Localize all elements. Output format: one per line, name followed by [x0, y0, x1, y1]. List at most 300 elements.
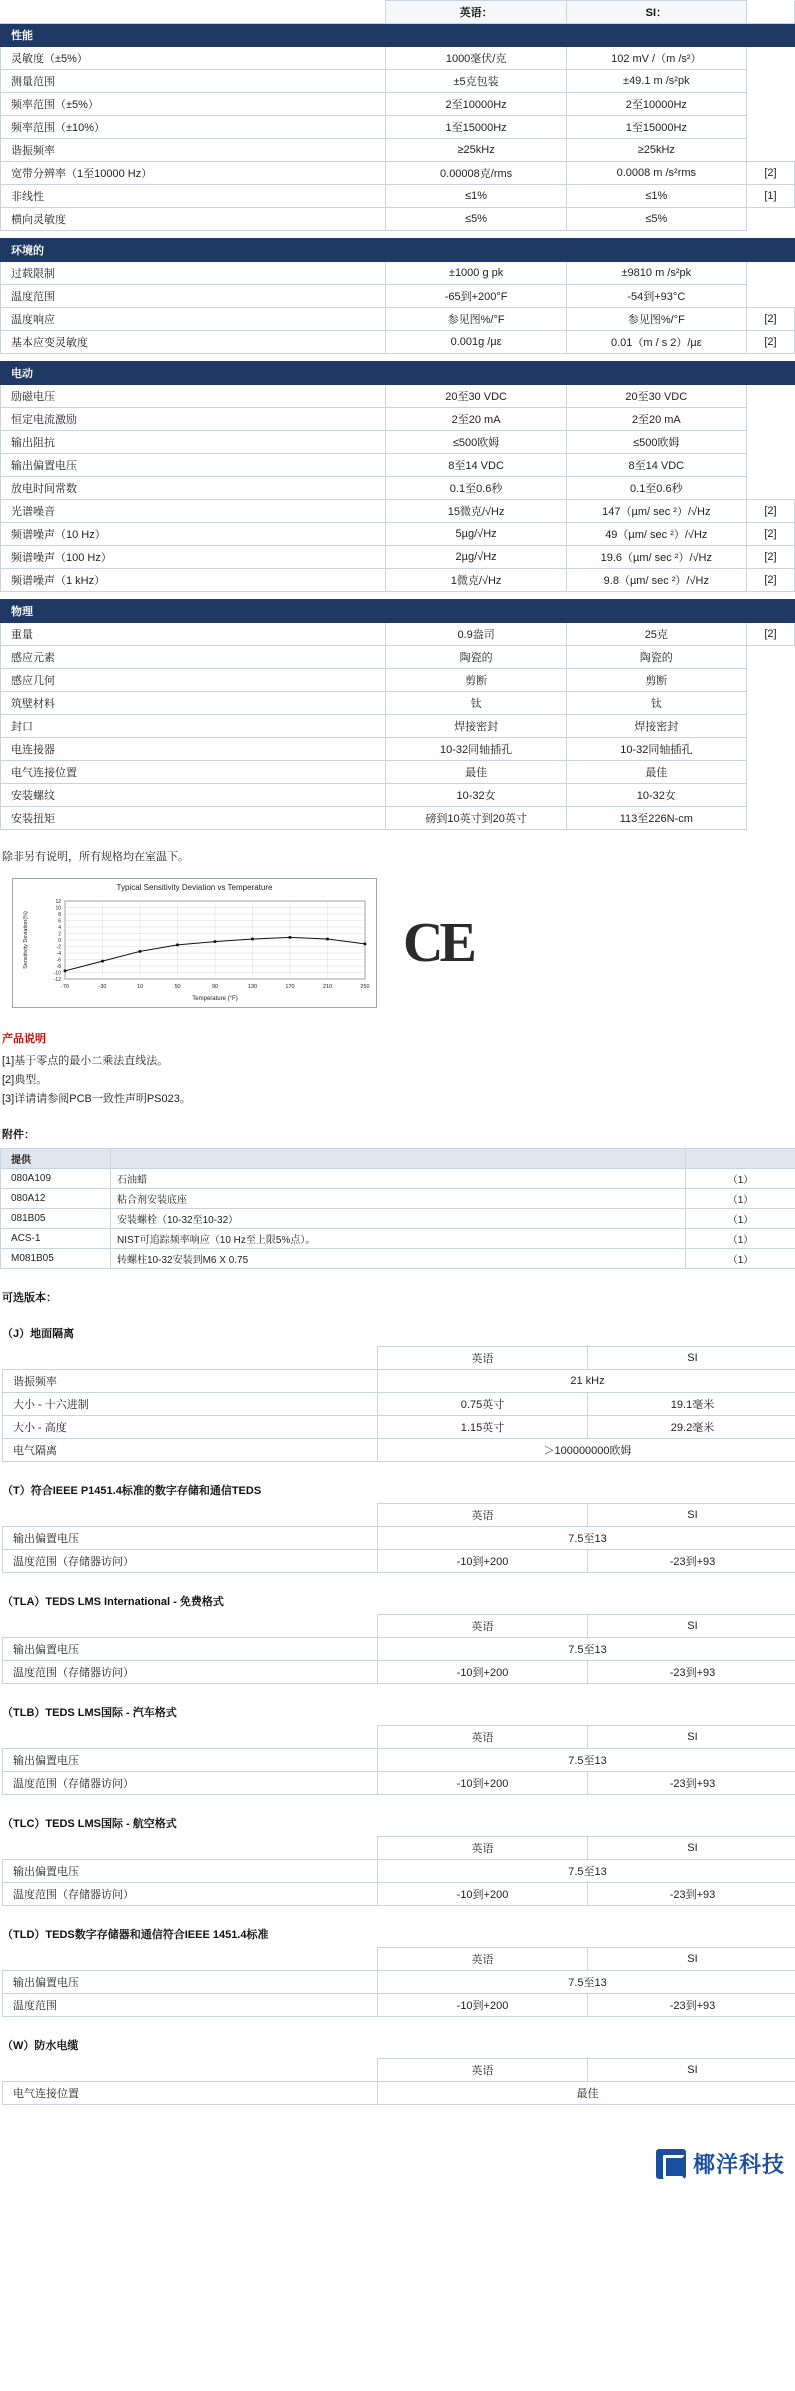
spec-note-ref: [2]	[746, 308, 794, 331]
spec-english-value: 20至30 VDC	[386, 385, 566, 408]
spec-si-value: 2至10000Hz	[566, 93, 746, 116]
spec-label: 恒定电流激励	[1, 408, 386, 431]
spec-note-ref	[746, 139, 794, 162]
table-row	[3, 1527, 795, 1550]
option-row-english: -10到+200	[378, 1550, 588, 1573]
section-title: 电动	[1, 362, 795, 385]
table-row	[3, 1416, 795, 1439]
spec-note-ref	[746, 262, 794, 285]
option-header-english: 英语	[378, 1837, 588, 1860]
option-row-value-merged: 21 kHz	[378, 1370, 795, 1393]
spec-note-ref: [2]	[746, 623, 794, 646]
table-row	[1, 477, 795, 500]
spec-note-ref	[746, 454, 794, 477]
option-title: （J）地面隔离	[2, 1328, 75, 1340]
option-row-si: -23到+93	[588, 1550, 795, 1573]
svg-text:Temperature (°F): Temperature (°F)	[192, 996, 238, 1002]
product-note-item: [3]详请请参阅PCB一致性声明PS023。	[2, 1093, 191, 1105]
option-row-value-merged: 7.5至13	[378, 1860, 795, 1883]
spec-note-ref: [2]	[746, 331, 794, 354]
option-header-english: 英语	[378, 1948, 588, 1971]
option-header-label	[3, 1837, 378, 1860]
option-title: （TLD）TEDS数字存储器和通信符合IEEE 1451.4标准	[2, 1929, 269, 1941]
option-table	[2, 1346, 795, 1462]
brand-logo	[656, 2148, 785, 2179]
table-row	[3, 1661, 795, 1684]
spec-note-ref	[746, 70, 794, 93]
spec-si-value: 8至14 VDC	[566, 454, 746, 477]
accessories-title: 附件：	[2, 1129, 35, 1141]
spec-label: 励磁电压	[1, 385, 386, 408]
svg-text:12: 12	[55, 899, 61, 905]
section-header-row	[1, 239, 795, 262]
option-header-label	[3, 1347, 378, 1370]
spec-label: 宽带分辨率（1至10000 Hz）	[1, 162, 386, 185]
svg-text:10: 10	[55, 905, 61, 912]
option-row-english: -10到+200	[378, 1883, 588, 1906]
svg-text:-2: -2	[56, 944, 61, 951]
spec-label: 感应元素	[1, 646, 386, 669]
option-row-si: -23到+93	[588, 1994, 795, 2017]
spacer-cell	[1, 354, 795, 362]
spec-english-value: 10-32同轴插孔	[386, 738, 566, 761]
option-row-value-merged: 7.5至13	[378, 1527, 795, 1550]
svg-text:-70: -70	[61, 984, 69, 990]
table-row	[1, 331, 795, 354]
accessories-header-row	[1, 1149, 795, 1169]
option-row-label: 电气连接位置	[3, 2082, 378, 2105]
table-row	[3, 1638, 795, 1661]
accessory-model: ACS-1	[1, 1229, 111, 1249]
spec-english-value: 焊接密封	[386, 715, 566, 738]
spec-note-ref	[746, 431, 794, 454]
spec-english-value: 0.001g /µε	[386, 331, 566, 354]
spec-note-ref	[746, 692, 794, 715]
spec-label: 筑壁材料	[1, 692, 386, 715]
spec-label: 频谱噪声（100 Hz）	[1, 546, 386, 569]
table-row	[1, 807, 795, 830]
spec-note-ref	[746, 646, 794, 669]
spec-label: 温度范围	[1, 285, 386, 308]
spec-label: 基本应变灵敏度	[1, 331, 386, 354]
spec-note-ref	[746, 807, 794, 830]
option-header-english: 英语	[378, 1726, 588, 1749]
spec-label: 放电时间常数	[1, 477, 386, 500]
option-header-row	[3, 1948, 795, 1971]
option-row-label: 大小 - 十六进制	[3, 1393, 378, 1416]
spec-english-value: 0.1至0.6秒	[386, 477, 566, 500]
option-header-label	[3, 1726, 378, 1749]
option-header-label	[3, 1504, 378, 1527]
table-row	[1, 408, 795, 431]
option-row-si: -23到+93	[588, 1661, 795, 1684]
accessory-description: 安装螺栓（10-32至10-32）	[111, 1209, 686, 1229]
table-row	[1, 70, 795, 93]
option-header-row	[3, 2059, 795, 2082]
specification-table	[0, 0, 795, 830]
product-note-item: [1]基于零点的最小二乘法直线法。	[2, 1055, 169, 1067]
spec-si-value: 147（µm/ sec ²）/√Hz	[566, 500, 746, 523]
svg-text:-30: -30	[98, 984, 107, 990]
spec-note-ref	[746, 116, 794, 139]
spec-label: 频率范围（±10%）	[1, 116, 386, 139]
spec-si-value: ≤1%	[566, 185, 746, 208]
table-row	[1, 523, 795, 546]
spec-si-value: 10-32同轴插孔	[566, 738, 746, 761]
svg-text:130: 130	[247, 984, 258, 990]
option-row-value-merged: ＞100000000欧姆	[378, 1439, 795, 1462]
figure-row	[0, 878, 795, 1008]
spec-english-value: ≤5%	[386, 208, 566, 231]
spec-label: 安装扭矩	[1, 807, 386, 830]
svg-text:90: 90	[211, 984, 219, 990]
svg-text:-4: -4	[56, 951, 61, 957]
spec-note-ref	[746, 738, 794, 761]
option-row-label: 温度范围（存储器访问）	[3, 1661, 378, 1684]
spec-note-ref	[746, 385, 794, 408]
accessory-model: M081B05	[1, 1249, 111, 1269]
header-label-cell	[1, 1, 386, 24]
spec-label: 频谱噪声（10 Hz）	[1, 523, 386, 546]
spec-english-value: ±1000 g pk	[386, 262, 566, 285]
table-row	[3, 1971, 795, 1994]
accessory-model: 080A109	[1, 1169, 111, 1189]
spec-english-value: 磅到10英寸到20英寸	[386, 807, 566, 830]
page-footer	[0, 2131, 795, 2183]
option-header-row	[3, 1504, 795, 1527]
spec-english-value: 0.00008克/rms	[386, 162, 566, 185]
svg-text:210: 210	[322, 984, 333, 990]
option-title: （W）防水电缆	[2, 2040, 79, 2052]
option-header-label	[3, 1615, 378, 1638]
option-row-label: 输出偏置电压	[3, 1971, 378, 1994]
spec-si-value: 19.6（µm/ sec ²）/√Hz	[566, 546, 746, 569]
spec-english-value: 5µg/√Hz	[386, 523, 566, 546]
spec-english-value: 钛	[386, 692, 566, 715]
table-row	[1, 208, 795, 231]
spec-english-value: -65到+200°F	[386, 285, 566, 308]
spacer-cell	[1, 592, 795, 600]
option-row-label: 大小 - 高度	[3, 1416, 378, 1439]
accessory-quantity: （1）	[686, 1209, 795, 1229]
spec-si-value: 0.0008 m /s²rms	[566, 162, 746, 185]
table-row	[1, 546, 795, 569]
spec-note-ref: [2]	[746, 569, 794, 592]
accessory-model: 080A12	[1, 1189, 111, 1209]
option-header-label	[3, 2059, 378, 2082]
option-row-si: -23到+93	[588, 1883, 795, 1906]
option-row-label: 输出偏置电压	[3, 1527, 378, 1550]
accessory-quantity: （1）	[686, 1229, 795, 1249]
option-header-english: 英语	[378, 1347, 588, 1370]
spec-si-value: ≤500欧姆	[566, 431, 746, 454]
accessories-header-desc	[111, 1149, 686, 1169]
accessory-quantity: （1）	[686, 1249, 795, 1269]
spec-si-value: 49（µm/ sec ²）/√Hz	[566, 523, 746, 546]
svg-text:8: 8	[58, 912, 61, 918]
table-row	[1, 431, 795, 454]
accessories-header-model: 提供	[1, 1149, 111, 1169]
spec-si-value: 最佳	[566, 761, 746, 784]
option-header-si: SI	[588, 2059, 795, 2082]
spec-label: 光谱噪音	[1, 500, 386, 523]
table-row	[1, 669, 795, 692]
table-row	[1, 139, 795, 162]
table-row	[1, 285, 795, 308]
option-row-english: -10到+200	[378, 1772, 588, 1795]
option-row-value-merged: 7.5至13	[378, 1749, 795, 1772]
table-row	[1, 500, 795, 523]
spec-si-value: 钛	[566, 692, 746, 715]
ce-mark-icon: CE	[403, 912, 473, 974]
table-row	[1, 93, 795, 116]
option-header-row	[3, 1615, 795, 1638]
spec-label: 测量范围	[1, 70, 386, 93]
spec-label: 封口	[1, 715, 386, 738]
spec-note-ref	[746, 784, 794, 807]
spec-note-ref	[746, 93, 794, 116]
spec-si-value: 0.1至0.6秒	[566, 477, 746, 500]
accessory-quantity: （1）	[686, 1169, 795, 1189]
table-row	[1, 262, 795, 285]
section-header-row	[1, 24, 795, 47]
spec-label: 温度响应	[1, 308, 386, 331]
optional-versions-title: 可选版本：	[2, 1292, 57, 1304]
svg-text:170: 170	[285, 984, 295, 990]
option-table	[2, 1725, 795, 1795]
section-title: 物理	[1, 600, 795, 623]
spec-label: 电气连接位置	[1, 761, 386, 784]
option-header-si: SI	[588, 1837, 795, 1860]
option-header-english: 英语	[378, 2059, 588, 2082]
spec-english-value: 8至14 VDC	[386, 454, 566, 477]
spec-label: 安装螺纹	[1, 784, 386, 807]
spec-label: 重量	[1, 623, 386, 646]
svg-text:-12: -12	[53, 977, 61, 983]
table-row	[1, 623, 795, 646]
table-row	[1, 569, 795, 592]
brand-name: 椰洋科技	[692, 2152, 785, 2177]
product-notes-title: 产品说明	[2, 1033, 46, 1045]
table-row	[3, 1883, 795, 1906]
table-row	[3, 1772, 795, 1795]
table-row	[1, 162, 795, 185]
spec-english-value: ≥25kHz	[386, 139, 566, 162]
option-table	[2, 1947, 795, 2017]
table-row	[1, 47, 795, 70]
accessories-header-qty	[686, 1149, 795, 1169]
option-header-si: SI	[588, 1504, 795, 1527]
option-row-label: 输出偏置电压	[3, 1860, 378, 1883]
section-spacer	[1, 231, 795, 239]
spec-note-ref	[746, 285, 794, 308]
svg-text:50: 50	[174, 984, 181, 990]
option-title: （TLA）TEDS LMS International - 免费格式	[2, 1596, 224, 1608]
section-spacer	[1, 592, 795, 600]
svg-text:6: 6	[58, 918, 61, 925]
optional-versions-container	[0, 1325, 795, 2105]
table-row	[1, 116, 795, 139]
spec-note-ref	[746, 477, 794, 500]
spec-si-value: ≥25kHz	[566, 139, 746, 162]
table-row	[3, 1860, 795, 1883]
svg-text:-8: -8	[56, 964, 61, 970]
spec-english-value: 最佳	[386, 761, 566, 784]
table-row	[1, 1229, 795, 1249]
table-row	[1, 185, 795, 208]
option-header-english: 英语	[378, 1615, 588, 1638]
table-row	[1, 715, 795, 738]
spec-note-ref: [2]	[746, 523, 794, 546]
option-table	[2, 2058, 795, 2105]
option-title: （T）符合IEEE P1451.4标准的数字存储和通信TEDS	[2, 1485, 262, 1497]
svg-text:2: 2	[58, 931, 61, 938]
section-title: 性能	[1, 24, 795, 47]
option-header-si: SI	[588, 1726, 795, 1749]
spec-label: 输出偏置电压	[1, 454, 386, 477]
table-row	[1, 1209, 795, 1229]
option-row-si: -23到+93	[588, 1772, 795, 1795]
spec-english-value: 1至15000Hz	[386, 116, 566, 139]
spec-english-value: 10-32女	[386, 784, 566, 807]
option-header-si: SI	[588, 1615, 795, 1638]
spec-note-ref	[746, 715, 794, 738]
header-si-cell: SI：	[566, 1, 746, 24]
spec-english-value: 0.9盎司	[386, 623, 566, 646]
spec-label: 灵敏度（±5%）	[1, 47, 386, 70]
table-row	[1, 761, 795, 784]
spec-english-value: ≤500欧姆	[386, 431, 566, 454]
table-row	[1, 454, 795, 477]
spec-si-value: 焊接密封	[566, 715, 746, 738]
accessory-description: NIST可追踪频率响应（10 Hz至上限5%点）。	[111, 1229, 686, 1249]
svg-text:Sensitivity Deviation(%): Sensitivity Deviation(%)	[23, 911, 29, 969]
room-temperature-note: 除非另有说明，所有规格均在室温下。	[2, 851, 189, 863]
sensitivity-deviation-chart	[12, 878, 377, 1008]
section-header-row	[1, 600, 795, 623]
option-header-row	[3, 1837, 795, 1860]
option-row-label: 谐振频率	[3, 1370, 378, 1393]
svg-text:-10: -10	[53, 970, 61, 977]
table-row	[3, 1550, 795, 1573]
chart-title: Typical Sensitivity Deviation vs Temperature	[116, 883, 273, 892]
option-row-value-merged: 最佳	[378, 2082, 795, 2105]
option-row-label: 电气隔离	[3, 1439, 378, 1462]
option-row-label: 输出偏置电压	[3, 1749, 378, 1772]
option-row-label: 温度范围（存储器访问）	[3, 1772, 378, 1795]
option-header-label	[3, 1948, 378, 1971]
table-row	[3, 1994, 795, 2017]
spacer-cell	[1, 231, 795, 239]
option-table	[2, 1836, 795, 1906]
option-row-si: 29.2毫米	[588, 1416, 795, 1439]
spec-label: 频率范围（±5%）	[1, 93, 386, 116]
table-row	[1, 308, 795, 331]
spec-label: 输出阻抗	[1, 431, 386, 454]
spec-english-value: 2µg/√Hz	[386, 546, 566, 569]
section-spacer	[1, 354, 795, 362]
spec-label: 横向灵敏度	[1, 208, 386, 231]
spec-label: 非线性	[1, 185, 386, 208]
table-row	[1, 1249, 795, 1269]
spec-si-value: 102 mV /（m /s²）	[566, 47, 746, 70]
option-row-english: -10到+200	[378, 1994, 588, 2017]
option-title: （TLB）TEDS LMS国际 - 汽车格式	[2, 1707, 177, 1719]
option-row-english: -10到+200	[378, 1661, 588, 1684]
section-title: 环境的	[1, 239, 795, 262]
logo-mark-icon	[656, 2149, 686, 2179]
option-header-row	[3, 1726, 795, 1749]
table-row	[3, 2082, 795, 2105]
option-row-value-merged: 7.5至13	[378, 1971, 795, 1994]
svg-text:10: 10	[136, 984, 144, 990]
spec-note-ref	[746, 47, 794, 70]
option-header-si: SI	[588, 1347, 795, 1370]
spec-english-value: 2至10000Hz	[386, 93, 566, 116]
option-table	[2, 1614, 795, 1684]
spec-note-ref	[746, 669, 794, 692]
spec-english-value: 1微克/√Hz	[386, 569, 566, 592]
spec-si-value: 20至30 VDC	[566, 385, 746, 408]
spec-si-value: 113至226N-cm	[566, 807, 746, 830]
svg-text:250: 250	[360, 984, 370, 990]
spec-si-value: ≤5%	[566, 208, 746, 231]
option-row-label: 温度范围	[3, 1994, 378, 2017]
svg-text:-6: -6	[56, 957, 61, 964]
accessories-table	[0, 1148, 795, 1269]
spec-label: 频谱噪声（1 kHz）	[1, 569, 386, 592]
option-header-si: SI	[588, 1948, 795, 1971]
spec-english-value: ±5克包装	[386, 70, 566, 93]
table-row	[1, 385, 795, 408]
table-row	[3, 1439, 795, 1462]
option-row-english: 0.75英寸	[378, 1393, 588, 1416]
product-notes-list	[2, 1052, 795, 1106]
spec-si-value: -54到+93°C	[566, 285, 746, 308]
spec-english-value: ≤1%	[386, 185, 566, 208]
table-row	[1, 784, 795, 807]
option-row-label: 温度范围（存储器访问）	[3, 1883, 378, 1906]
chart-svg	[13, 879, 376, 1007]
table-row	[1, 646, 795, 669]
option-title: （TLC）TEDS LMS国际 - 航空格式	[2, 1818, 177, 1830]
spec-english-value: 参见图%/°F	[386, 308, 566, 331]
spec-label: 谐振频率	[1, 139, 386, 162]
option-row-label: 输出偏置电压	[3, 1638, 378, 1661]
spec-si-value: 1至15000Hz	[566, 116, 746, 139]
table-row	[3, 1393, 795, 1416]
option-row-value-merged: 7.5至13	[378, 1638, 795, 1661]
spec-si-value: 9.8（µm/ sec ²）/√Hz	[566, 569, 746, 592]
accessory-description: 转螺柱10-32安装到M6 X 0.75	[111, 1249, 686, 1269]
spec-english-value: 1000毫伏/克	[386, 47, 566, 70]
spec-note-ref: [2]	[746, 546, 794, 569]
spec-english-value: 剪断	[386, 669, 566, 692]
spec-si-value: 剪断	[566, 669, 746, 692]
spec-label: 过载限制	[1, 262, 386, 285]
spec-si-value: ±9810 m /s²pk	[566, 262, 746, 285]
svg-text:0: 0	[58, 938, 61, 944]
option-header-row	[3, 1347, 795, 1370]
spec-english-value: 2至20 mA	[386, 408, 566, 431]
spec-note-ref: [1]	[746, 185, 794, 208]
option-row-english: 1.15英寸	[378, 1416, 588, 1439]
option-header-english: 英语	[378, 1504, 588, 1527]
spec-si-value: 陶瓷的	[566, 646, 746, 669]
table-row	[3, 1370, 795, 1393]
spec-note-ref	[746, 408, 794, 431]
table-row	[1, 1169, 795, 1189]
